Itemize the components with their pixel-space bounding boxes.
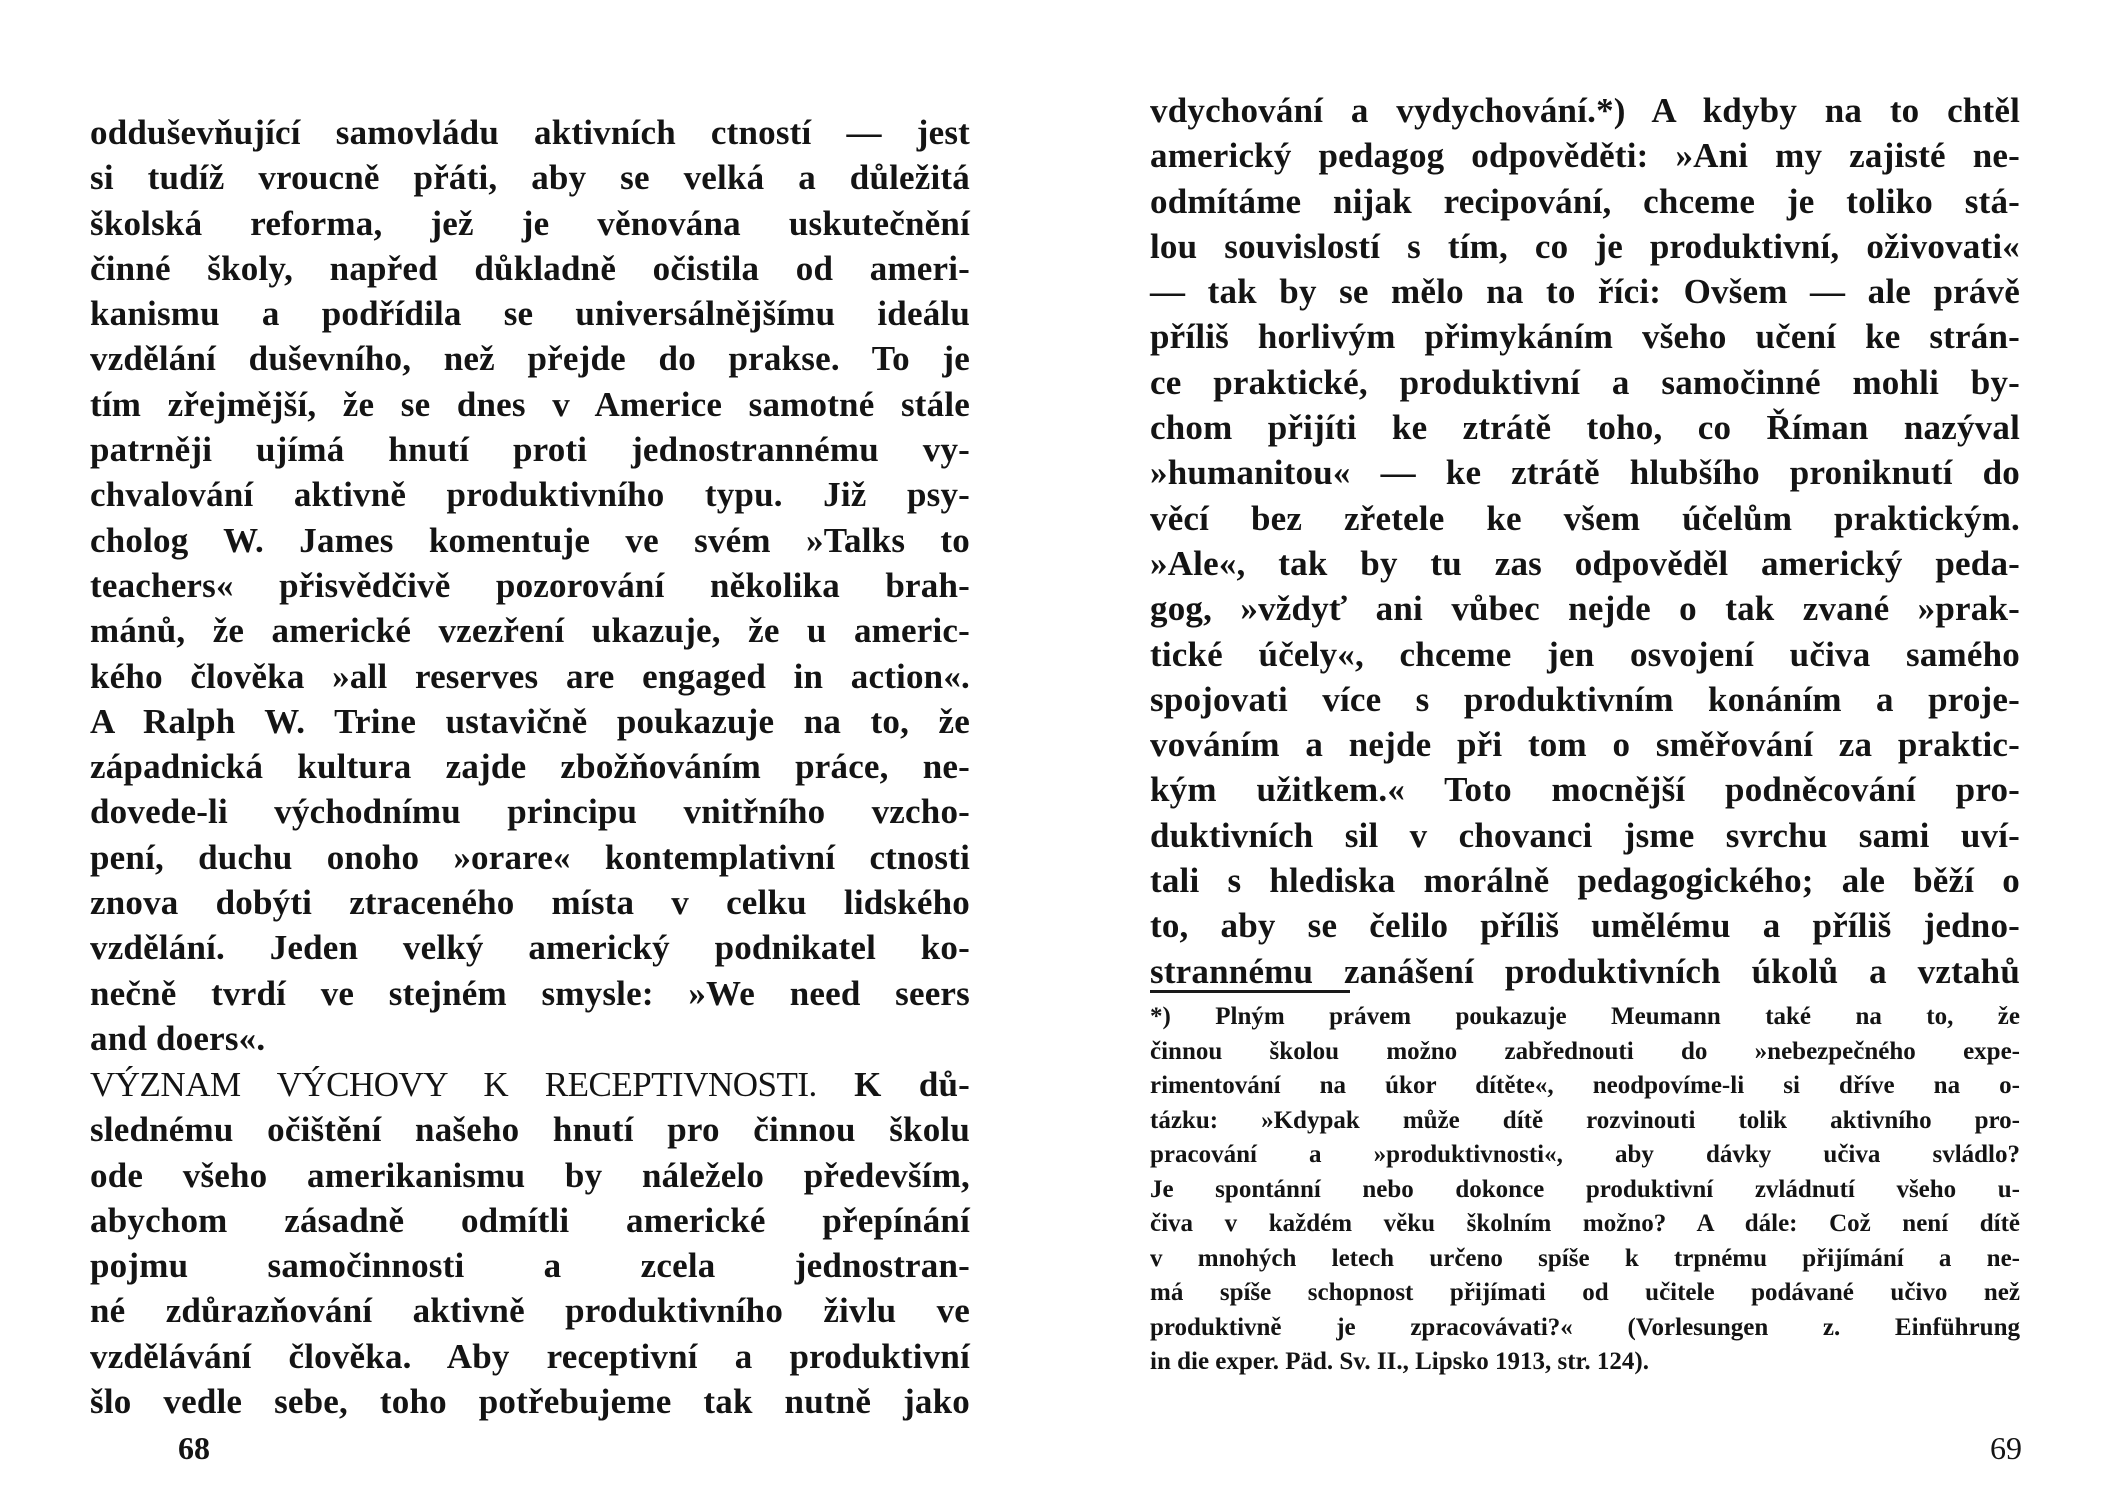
text-line: vováním a nejde při tom o směřování za praktic- — [1150, 725, 2020, 765]
text-line: cholog W. James komentuje ve svém »Talks to — [90, 520, 970, 560]
text-line: »Ale«, tak by tu zas odpověděl americký peda- — [1150, 543, 2020, 583]
footnote-line: rimentování na úkor dítěte«, neodpovíme-li si dříve na o- — [1150, 1072, 2020, 1099]
footnote-line: v mnohých letech určeno spíše k trpnému přijímání a ne- — [1150, 1244, 2020, 1272]
text-line: americký pedagog odpověděti: »Ani my zajisté ne- — [1150, 136, 2020, 176]
text-line: strannému zanášení produktivních úkolů a vztahů — [1150, 951, 2020, 991]
text-line: patrněji ujímá hnutí proti jednostrannému vy- — [90, 430, 970, 470]
text-line: tali s hlediska morálně pedagogického; ale běží o — [1150, 861, 2020, 901]
footnote-line: má spíše schopnost přijímati od učitele podávané učivo než — [1150, 1279, 2020, 1306]
left-page — [90, 0, 970, 1500]
text-line: pení, duchu onoho »orare« kontemplativní ctnosti — [90, 837, 970, 877]
section-heading: VÝZNAM VÝCHOVY K RECEPTIVNOSTI. — [90, 1065, 817, 1104]
text-line: dovede-li východnímu principu vnitřního vzcho- — [90, 792, 970, 832]
text-line: »humanitou« — ke ztrátě hlubšího proniknutí do — [1150, 453, 2020, 493]
left-paragraph-2 — [90, 1062, 970, 1424]
text-line: vzdělání duševního, než přejde do prakse. To je — [90, 339, 970, 379]
text-line: vdychování a vydychování.*) A kdyby na to chtěl — [1150, 91, 2020, 130]
text-line: chom přijíti ke ztrátě toho, co Říman nazýval — [1150, 408, 2020, 448]
text-line: A Ralph W. Trine ustavičně poukazuje na to, že — [90, 701, 970, 741]
footnote-line: tázku: »Kdypak může dítě rozvinouti tolik aktivního pro- — [1150, 1106, 2020, 1134]
text-line: kým užitkem.« Toto mocnější podněcování pro- — [1150, 770, 2020, 810]
text-line: vzdělávání člověka. Aby receptivní a produktivní — [90, 1336, 970, 1376]
text-line: západnická kultura zajde zbožňováním práce, ne- — [90, 747, 970, 787]
footnote-line: Je spontánní nebo dokonce produktivní zvládnutí všeho u- — [1150, 1175, 2020, 1203]
text-line: školská reforma, jež je věnována uskutečnění — [90, 203, 970, 243]
text-line: kanismu a podřídila se universálnějšímu ideálu — [90, 294, 970, 334]
text-line: spojovati více s produktivním konáním a proje- — [1150, 679, 2020, 719]
text-line: ce praktické, produktivní a samočinné mohli by- — [1150, 362, 2020, 402]
text-line: mánů, že americké vzezření ukazuje, že u americ- — [90, 611, 970, 651]
page-number-left: 68 — [178, 1430, 210, 1466]
text-line: nečně tvrdí ve stejném smysle: »We need seers — [90, 973, 970, 1013]
text-line: — tak by se mělo na to říci: Ovšem — ale právě — [1150, 272, 2020, 312]
text-line: šlo vedle sebe, toho potřebujeme tak nutně jako — [90, 1382, 970, 1422]
text-line: tické účely«, chceme jen osvojení učiva samého — [1150, 634, 2020, 674]
text-line: lou souvislostí s tím, co je produktivní, oživovati« — [1150, 226, 2020, 266]
footnote — [1150, 1000, 2020, 1380]
text-line: and doers«. — [90, 1018, 266, 1058]
text-line: znova dobýti ztraceného místa v celku lidského — [90, 883, 970, 923]
footnote-line: in die exper. Päd. Sv. II., Lipsko 1913, str. 124). — [1150, 1348, 1649, 1375]
footnote-line: *) Plným právem poukazuje Meumann také na to, že — [1150, 1003, 2020, 1030]
footnote-line: produktivně je zpracovávati?« (Vorlesungen z. Einführung — [1150, 1313, 2020, 1341]
text-line: abychom zásadně odmítli americké přepínání — [90, 1200, 970, 1240]
right-page — [1150, 0, 2020, 1500]
page-number-right: 69 — [1990, 1430, 2022, 1466]
text-line: duktivních sil v chovanci jsme svrchu sami uví- — [1150, 815, 2020, 855]
section-heading-line — [90, 1062, 970, 1107]
text-line: gog, »vždyť ani vůbec nejde o tak zvané »prak- — [1150, 589, 2020, 629]
footnote-line: činnou školou možno zabřednouti do »nebezpečného expe- — [1150, 1037, 2020, 1065]
text-line: né zdůrazňování aktivně produktivního živlu ve — [90, 1291, 970, 1331]
text-line: pojmu samočinnosti a zcela jednostran- — [90, 1246, 970, 1286]
footnote-line: pracování a »produktivnosti«, aby dávky učiva svládlo? — [1150, 1141, 2020, 1168]
text-line: kého člověka »all reserves are engaged in action«. — [90, 656, 970, 696]
footnote-rule — [1150, 990, 1350, 993]
text-line: chvalování aktivně produktivního typu. Již psy- — [90, 475, 970, 515]
text-line: teachers« přisvědčivě pozorování několika brah- — [90, 565, 970, 605]
text-line: příliš horlivým přimykáním všeho učení ke strán- — [1150, 317, 2020, 357]
text-line: vzdělání. Jeden velký americký podnikatel ko- — [90, 928, 970, 968]
text-line: si tudíž vroucně přáti, aby se velká a důležitá — [90, 158, 970, 198]
text-line: odmítáme nijak recipování, chceme je toliko stá- — [1150, 181, 2020, 221]
text-line: to, aby se čelilo příliš umělému a příliš jedno- — [1150, 906, 2020, 946]
footnote-line: čiva v každém věku školním možno? A dále: Což není dítě — [1150, 1210, 2020, 1237]
text-line: tím zřejmější, že se dnes v Americe samotné stále — [90, 384, 970, 424]
left-paragraph-2-lines — [90, 1107, 970, 1424]
text-line: věcí bez zřetele ke všem účelům praktickým. — [1150, 498, 2020, 538]
text-line: činné školy, napřed důkladně očistila od ameri- — [90, 248, 970, 288]
right-paragraph — [1150, 88, 2020, 994]
left-paragraph-1 — [90, 110, 970, 1061]
text-line: odduševňující samovládu aktivních ctností — jest — [90, 113, 970, 152]
text-line: slednému očištění našeho hnutí pro činnou školu — [90, 1110, 970, 1150]
section-heading-continuation: K dů- — [854, 1065, 971, 1104]
text-line: ode všeho amerikanismu by náleželo především, — [90, 1155, 970, 1195]
